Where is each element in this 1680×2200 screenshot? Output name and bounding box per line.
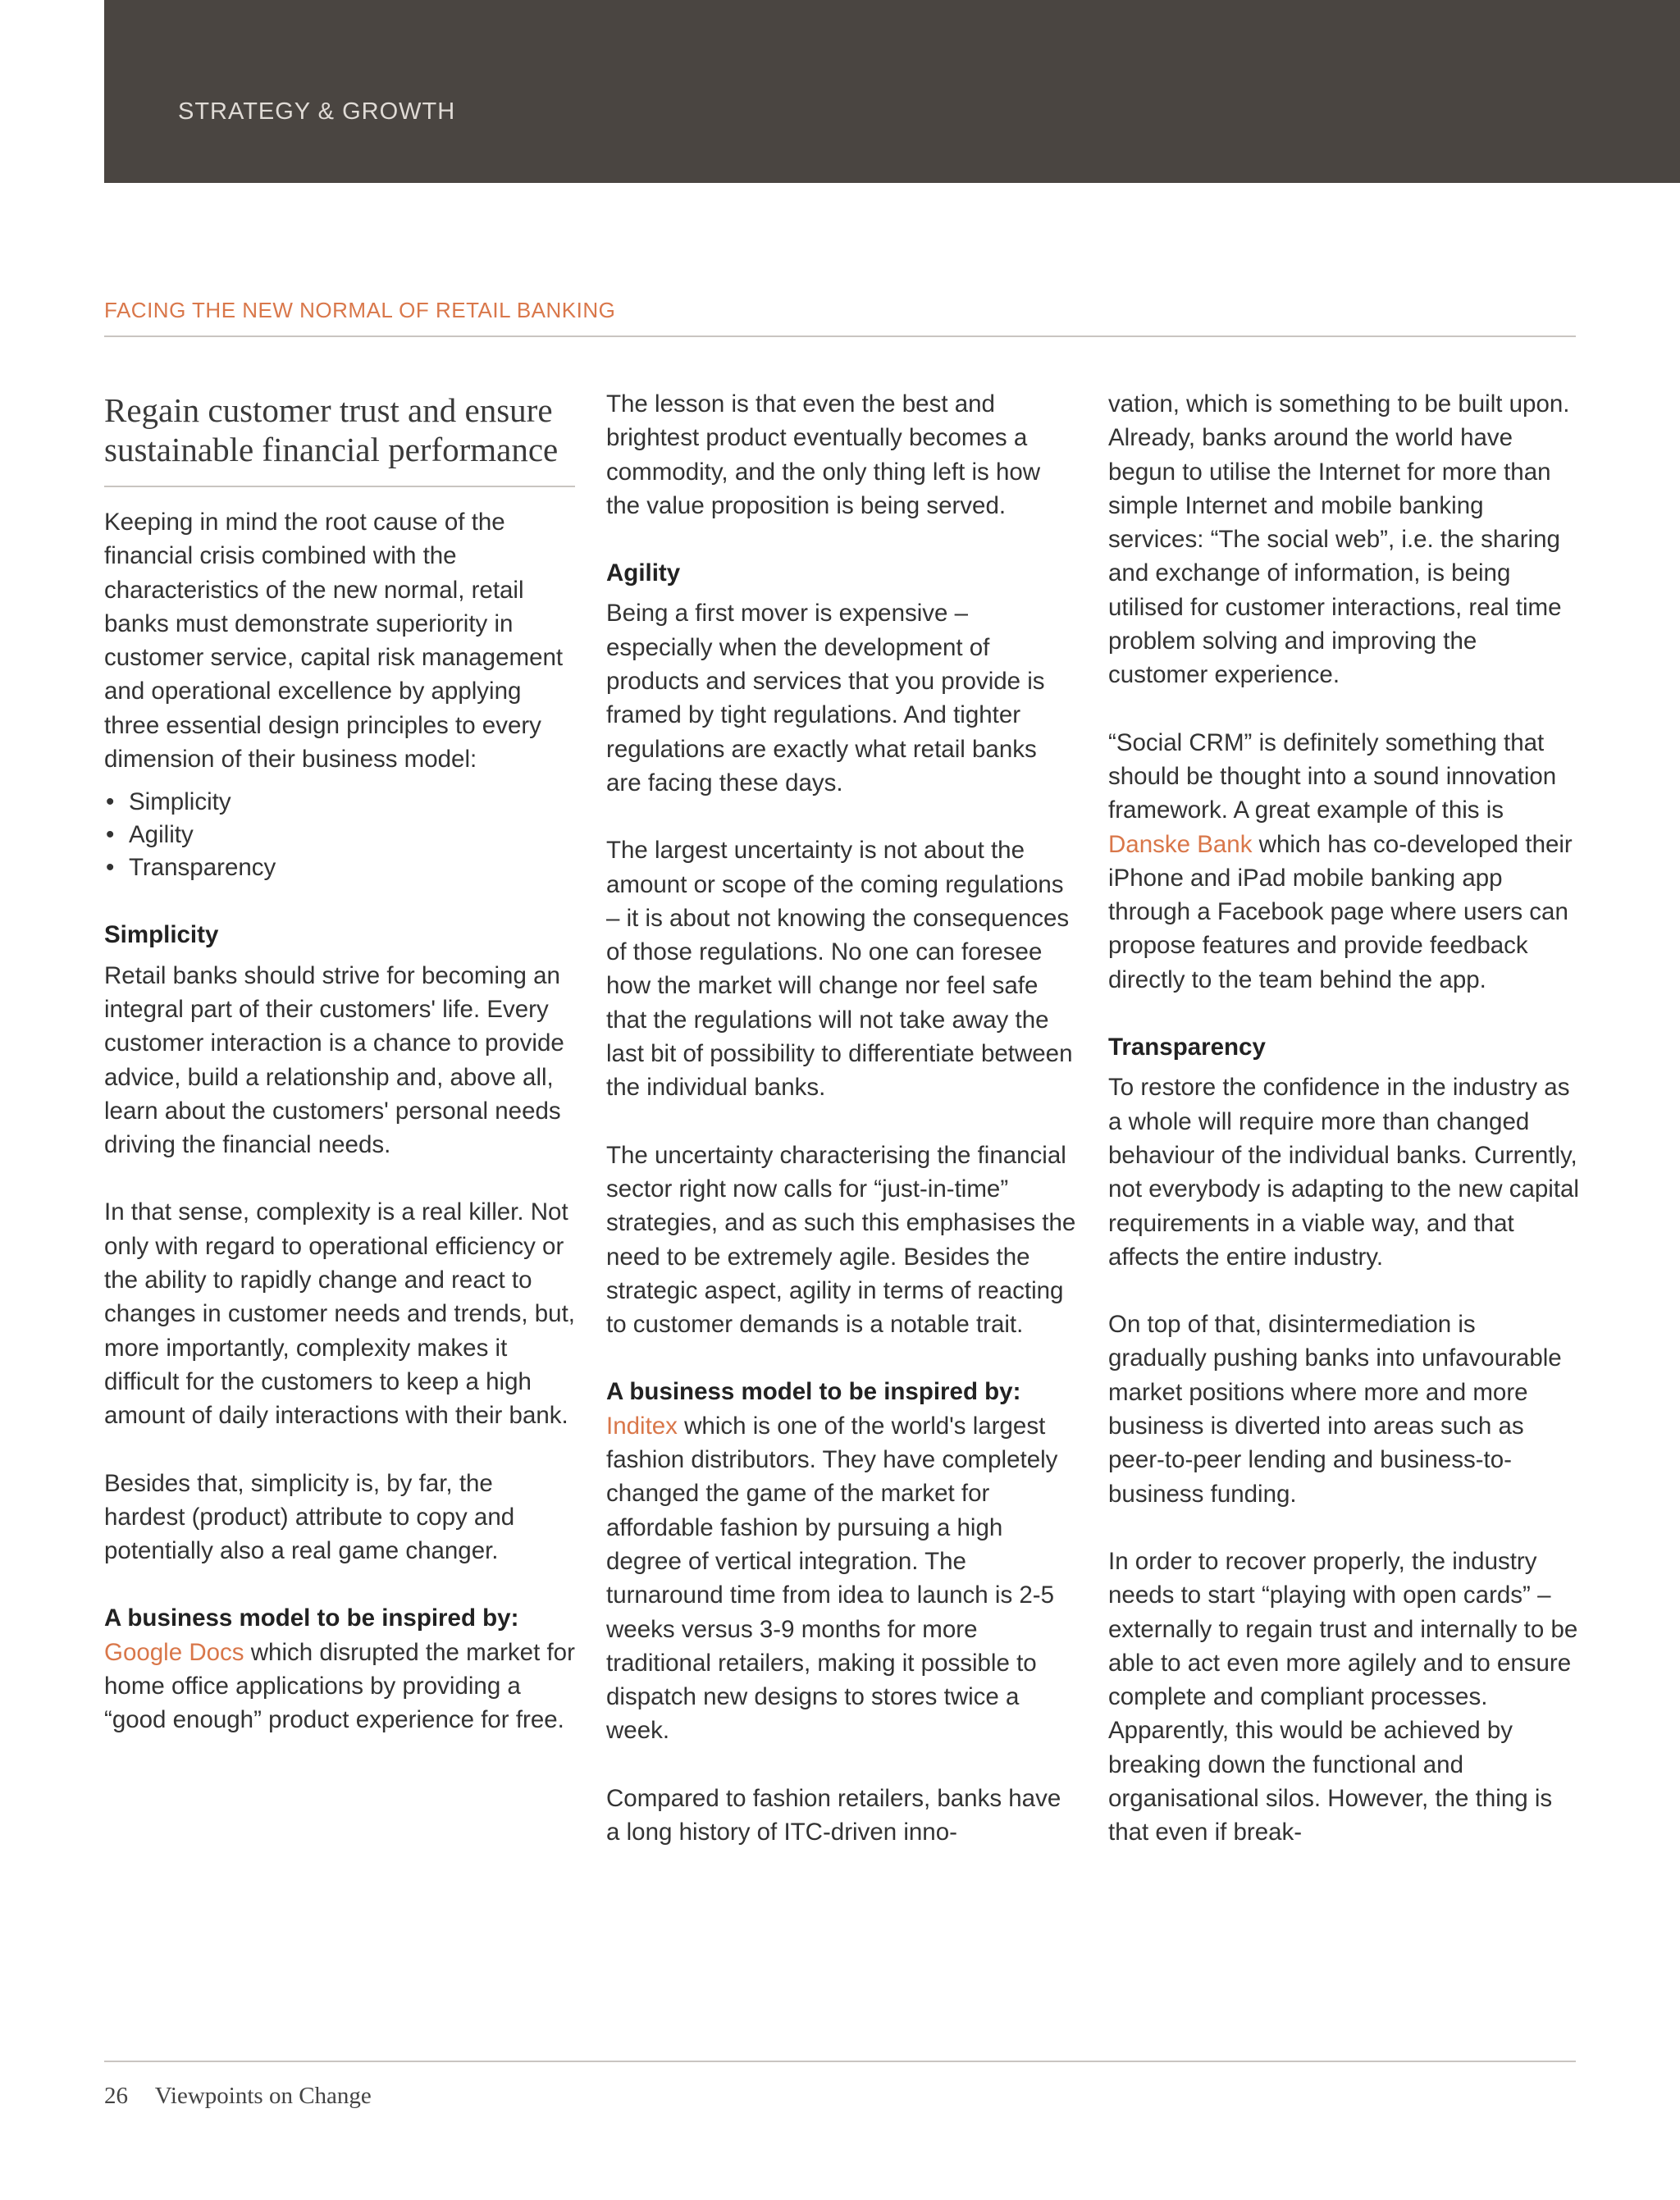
list-item: • Simplicity: [106, 788, 231, 816]
header-band: [104, 0, 1680, 183]
google-docs-link[interactable]: Google Docs: [104, 1638, 244, 1666]
column-3: [1108, 387, 1579, 1850]
paragraph: Besides that, simplicity is, by far, the hardest (product) attribute to copy and potentially also a real game changer.: [104, 1469, 515, 1565]
paragraph: “Social CRM” is definitely something that should be thought into a sound innovation framework. A great example of this is Danske Bank which has co-developed their iPhone and iPad mobile banking app through a Facebook page where users can propose features and provide feedback directly to the team behind the app.: [1108, 728, 1573, 993]
article-kicker: FACING THE NEW NORMAL OF RETAIL BANKING: [104, 298, 616, 322]
agility-subheading: Agility: [606, 559, 681, 587]
paragraph: Retail banks should strive for becoming an integral part of their customers' life. Every customer interaction is a chance to provide advice, build a relationship and, above all, learn about the customers' personal needs driving the financial needs.: [104, 961, 564, 1159]
list-item: • Transparency: [106, 854, 276, 882]
transparency-subheading: Transparency: [1108, 1034, 1266, 1061]
section-label: STRATEGY & GROWTH: [178, 98, 456, 125]
paragraph: To restore the confidence in the industry as a whole will require more than changed behaviour of the individual banks. Currently, not everybody is adapting to the new capital requirements in a viable way, and that affects the entire industry.: [1108, 1074, 1579, 1271]
paragraph: vation, which is something to be built upon. Already, banks around the world have begun to utilise the Internet for more than simple Internet and mobile banking services: “The social web”, i.e. the sharing and exchange of information, is being utilised for customer interactions, real time problem solving and improving the customer experience.: [1108, 390, 1570, 689]
simplicity-subheading: Simplicity: [104, 921, 219, 949]
paragraph: In order to recover properly, the industry needs to start “playing with open cards” – externally to regain trust and internally to be able to act even more agilely and to ensure complete and compliant processes. Apparently, this would be achieved by breaking down the functional and organisational silos. However, the thing is that even if break-: [1108, 1547, 1578, 1846]
paragraph: Inditex which is one of the world's largest fashion distributors. They have completely changed the game of the market for affordable fashion by pursuing a high degree of vertical integration. The turnaround time from idea to launch is 2-5 weeks versus 3-9 months for more traditional retailers, making it possible to dispatch new designs to stores twice a week.: [606, 1412, 1058, 1745]
paragraph: Being a first mover is expensive – especially when the development of products and services that you provide is framed by tight regulations. And tighter regulations are exactly what retail banks are facing these days.: [606, 600, 1045, 796]
business-model-subheading: A business model to be inspired by:: [104, 1604, 519, 1632]
principles-list: [104, 786, 575, 884]
paragraph: The uncertainty characterising the financial sector right now calls for “just-in-time” strategies, and as such this emphasises the need to be extremely agile. Besides the strategic aspect, agility in terms of reacting to customer demands is a notable trait.: [606, 1141, 1076, 1339]
heading-divider: [104, 486, 575, 487]
intro-paragraph: Keeping in mind the root cause of the financial crisis combined with the characteristics of the new normal, retail banks must demonstrate superiority in customer service, capital risk management and operational excellence by applying three essential design principles to every dimension of their business model:: [104, 509, 564, 774]
danske-bank-link[interactable]: Danske Bank: [1108, 830, 1253, 858]
business-model-subheading: A business model to be inspired by:: [606, 1378, 1021, 1406]
paragraph: The largest uncertainty is not about the amount or scope of the coming regulations – it is about not knowing the consequences of those regulations. No one can foresee how the market will change nor feel safe that the regulations will not take away the last bit of possibility to differentiate between the individual banks.: [606, 837, 1073, 1102]
paragraph: Google Docs which disrupted the market for home office applications by providing a “good enough” product experience for free.: [104, 1638, 575, 1734]
paragraph: On top of that, disintermediation is gradually pushing banks into unfavourable market positions where more and more business is diverted into areas such as peer-to-peer lending and business-to-business funding.: [1108, 1311, 1562, 1508]
paragraph: In that sense, complexity is a real killer. Not only with regard to operational efficiency or the ability to rapidly change and react to changes in customer needs and trends, but, more importantly, complexity makes it difficult for the customers to keep a high amount of daily interactions with their bank.: [104, 1198, 575, 1430]
top-divider: [104, 335, 1576, 337]
article-heading: Regain customer trust and ensure sustainable financial performance: [104, 391, 559, 468]
publication-title: Viewpoints on Change: [154, 2083, 372, 2109]
page-number: 26: [104, 2083, 128, 2109]
paragraph: Compared to fashion retailers, banks have a long history of ITC-driven inno-: [606, 1784, 1061, 1846]
page-footer: [104, 2083, 372, 2110]
inditex-link[interactable]: Inditex: [606, 1412, 678, 1440]
paragraph: The lesson is that even the best and brightest product eventually becomes a commodity, and the only thing left is how the value proposition is being served.: [606, 390, 1041, 519]
footer-divider: [104, 2061, 1576, 2062]
column-1: [104, 387, 575, 1771]
list-item: • Agility: [106, 821, 194, 849]
column-2: [606, 387, 1077, 1849]
